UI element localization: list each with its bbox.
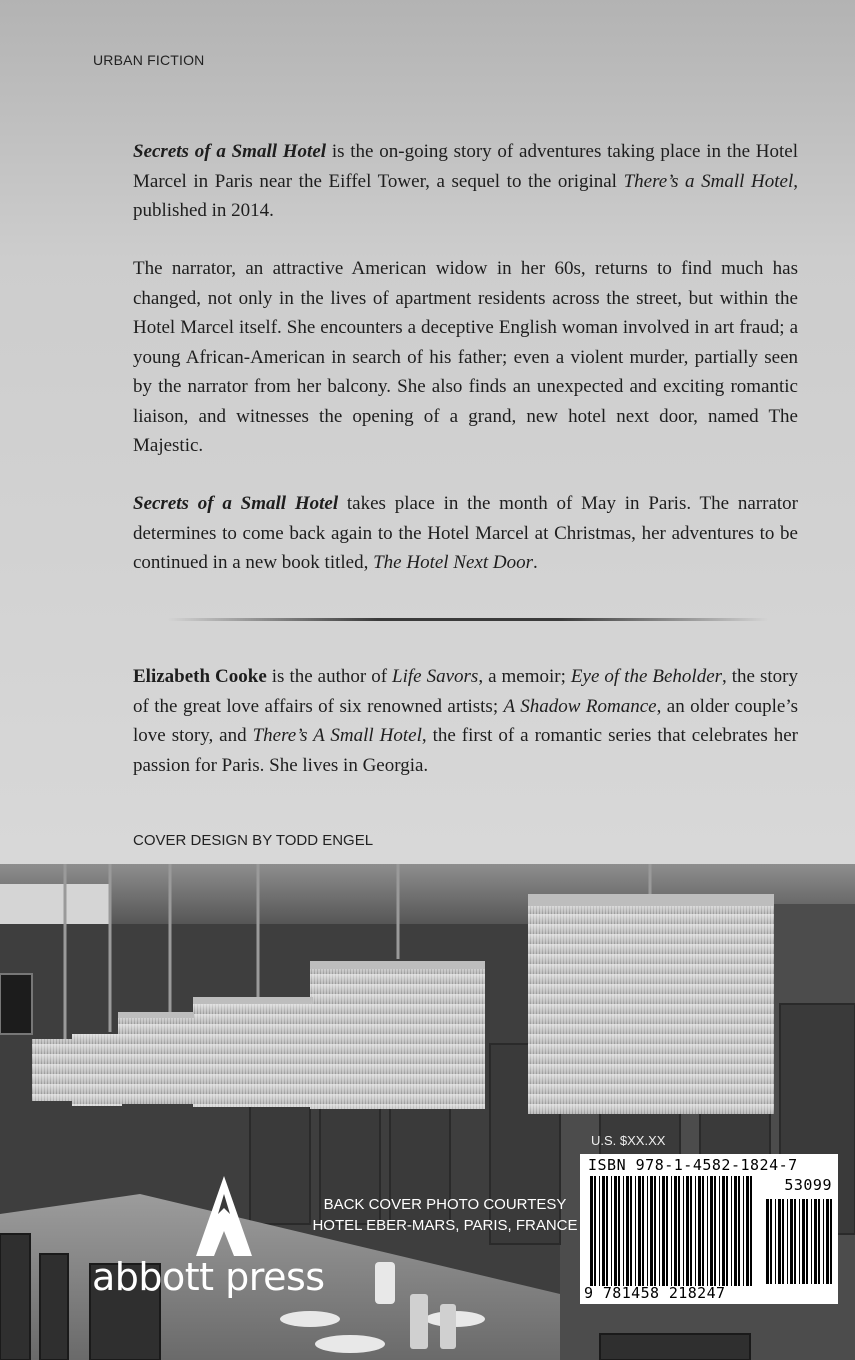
isbn-number: ISBN 978-1-4582-1824-7 bbox=[588, 1156, 798, 1174]
barcode-bar bbox=[630, 1176, 632, 1286]
barcode-bar bbox=[787, 1199, 788, 1284]
description-paragraph-3: Secrets of a Small Hotel takes place in the month of May in Paris. The narrator determines to come back again to the Hotel Marcel at Christmas, her adventures to be continued in a new book titled, The Hotel Next Door. bbox=[133, 493, 799, 573]
barcode-bar bbox=[722, 1176, 725, 1286]
barcode-bar bbox=[746, 1176, 749, 1286]
barcode-bar bbox=[650, 1176, 653, 1286]
barcode-bar bbox=[683, 1176, 684, 1286]
barcode-bar bbox=[738, 1176, 740, 1286]
barcode-bar bbox=[618, 1176, 620, 1286]
barcode-bar bbox=[734, 1176, 737, 1286]
barcode-bar bbox=[794, 1199, 796, 1284]
barcode-bar bbox=[666, 1176, 668, 1286]
barcode-bar bbox=[686, 1176, 689, 1286]
barcode-bar bbox=[719, 1176, 720, 1286]
isbn-barcode-box bbox=[580, 1154, 838, 1304]
barcode-bar bbox=[614, 1176, 617, 1286]
publisher-logo-text: abbott press bbox=[92, 1255, 325, 1299]
book-title: Secrets of a Small Hotel bbox=[133, 493, 339, 514]
barcode-bar bbox=[710, 1176, 713, 1286]
barcode-bar bbox=[642, 1176, 644, 1286]
price-code: 53099 bbox=[784, 1176, 832, 1194]
barcode-bar bbox=[647, 1176, 648, 1286]
barcode-bar bbox=[731, 1176, 732, 1286]
barcode-bar bbox=[690, 1176, 692, 1286]
barcode-bar bbox=[770, 1199, 772, 1284]
book-title: Secrets of a Small Hotel bbox=[133, 141, 327, 162]
barcode-bar bbox=[814, 1199, 817, 1284]
barcode-bar bbox=[799, 1199, 800, 1284]
barcode-bar bbox=[606, 1176, 608, 1286]
barcode-bar bbox=[823, 1199, 824, 1284]
barcode-bar bbox=[594, 1176, 596, 1286]
original-book-title: There’s a Small Hotel bbox=[623, 170, 794, 192]
price-label: U.S. $XX.XX bbox=[591, 1133, 666, 1148]
barcode-bar bbox=[782, 1199, 784, 1284]
barcode-bar bbox=[707, 1176, 708, 1286]
genre-label: URBAN FICTION bbox=[93, 52, 205, 68]
barcode-bar bbox=[790, 1199, 793, 1284]
barcode-bar bbox=[638, 1176, 641, 1286]
barcode-bar bbox=[698, 1176, 701, 1286]
barcode-bar bbox=[671, 1176, 672, 1286]
cover-design-credit: COVER DESIGN BY TODD ENGEL bbox=[133, 832, 374, 849]
barcode-bar bbox=[623, 1176, 624, 1286]
barcode-bar bbox=[702, 1176, 704, 1286]
barcode-bar bbox=[802, 1199, 805, 1284]
barcode-bar bbox=[830, 1199, 832, 1284]
barcode-bar bbox=[611, 1176, 612, 1286]
barcode-bar bbox=[654, 1176, 656, 1286]
barcode-bar bbox=[599, 1176, 600, 1286]
author-name: Elizabeth Cooke bbox=[133, 666, 267, 687]
barcode-bar bbox=[726, 1176, 728, 1286]
barcode-bar bbox=[818, 1199, 820, 1284]
photo-credit: BACK COVER PHOTO COURTESY HOTEL EBER-MARS, PARIS, FRANCE bbox=[312, 1196, 578, 1234]
ean-digits: 9 781458 218247 bbox=[584, 1284, 726, 1302]
barcode-bar bbox=[806, 1199, 808, 1284]
ean-barcode bbox=[588, 1176, 758, 1286]
barcode-bar bbox=[743, 1176, 744, 1286]
author-bio: Elizabeth Cooke is the author of Life Savors, a memoir; Eye of the Beholder, the story of the great love affairs of six renowned artists; A Shadow Romance, an older couple’s love story, and There’s A Small Hotel, the first of a romantic series that celebrates her passion for Paris. She lives in Georgia. bbox=[133, 666, 798, 776]
barcode-bar bbox=[635, 1176, 636, 1286]
section-divider bbox=[168, 618, 768, 621]
barcode-bar bbox=[662, 1176, 665, 1286]
barcode-bar bbox=[826, 1199, 829, 1284]
barcode-bar bbox=[674, 1176, 677, 1286]
description-paragraph-1: Secrets of a Small Hotel is the on-going story of adventures taking place in the Hotel Marcel in Paris near the Eiffel Tower, a sequel to the original There’s a Small Hotel, published in 2014. bbox=[133, 141, 798, 221]
barcode-bar bbox=[602, 1176, 605, 1286]
barcode-bar bbox=[590, 1176, 593, 1286]
barcode-bar bbox=[714, 1176, 716, 1286]
barcode-bar bbox=[811, 1199, 812, 1284]
description-paragraph-2: The narrator, an attractive American widow in her 60s, returns to find much has changed, not only in the lives of apartment residents across the street, but within the Hotel Marcel itself. She encounters a deceptive English woman involved in art fraud; a young African-American in search of his father; even a violent murder, partially seen by the narrator from her balcony. She also finds an unexpected and exciting romantic liaison, and witnesses the opening of a grand, new hotel next door, named The Majestic. bbox=[133, 258, 798, 456]
barcode-bar bbox=[695, 1176, 696, 1286]
addon-barcode bbox=[764, 1199, 834, 1284]
barcode-bar bbox=[766, 1199, 769, 1284]
barcode-bar bbox=[678, 1176, 680, 1286]
next-book-title: The Hotel Next Door bbox=[373, 552, 533, 573]
barcode-bar bbox=[778, 1199, 781, 1284]
barcode-bar bbox=[750, 1176, 752, 1286]
barcode-bar bbox=[775, 1199, 776, 1284]
barcode-bar bbox=[626, 1176, 629, 1286]
barcode-bar bbox=[659, 1176, 660, 1286]
